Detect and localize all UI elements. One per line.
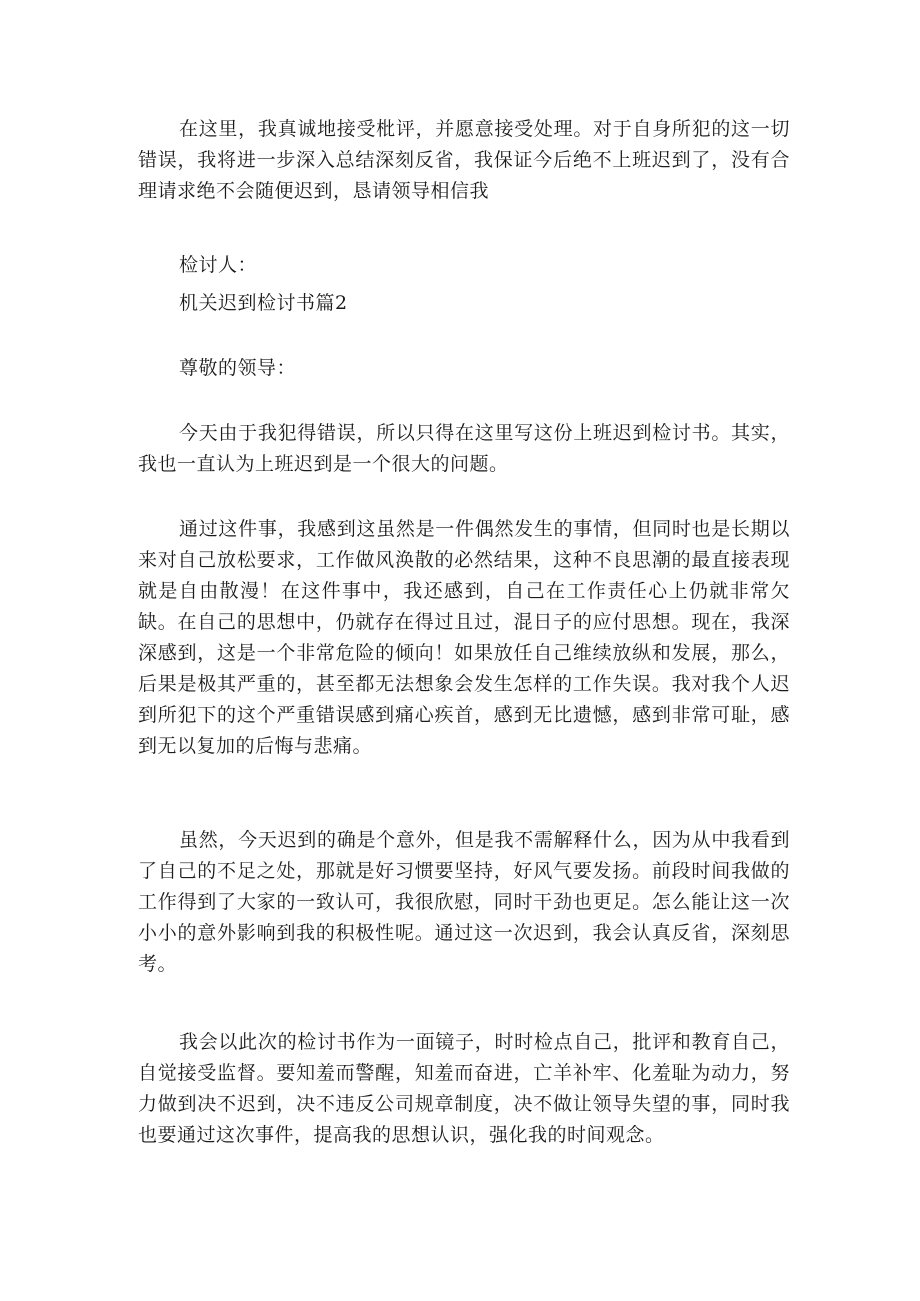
body-paragraph-4: 我会以此次的检讨书作为一面镜子，时时检点自己，批评和教育自己，自觉接受监督。要知羞而警醒，知羞而奋进，亡羊补牢、化羞耻为动力，努力做到决不迟到，决不违反公司规章制度，决不做让领导失望的事，同时我也要通过这次事件，提高我的思想认识，强化我的时间观念。 <box>138 1031 790 1146</box>
section-title: 机关迟到检讨书篇2 <box>179 292 348 314</box>
salutation: 尊敬的领导： <box>179 357 297 379</box>
body-paragraph-3: 虽然，今天迟到的确是个意外，但是我不需解释什么，因为从中我看到了自己的不足之处，那就是好习惯要坚持，好风气要发扬。前段时间我做的工作得到了大家的一致认可，我很欣慰，同时干劲也更足。怎么能让这一次小小的意外影响到我的积极性呢。通过这一次迟到，我会认真反省，深刻思考。 <box>138 829 790 975</box>
closing-paragraph: 在这里，我真诚地接受枇评，并愿意接受处理。对于自身所犯的这一切错误，我将进一步深入总结深刻反省，我保证今后绝不上班迟到了，没有合理请求绝不会随便迟到，恳请领导相信我 <box>138 118 790 202</box>
body-paragraph-2: 通过这件事，我感到这虽然是一件偶然发生的事情，但同时也是长期以来对自己放松要求，工作做风涣散的必然结果，这种不良思潮的最直接表现就是自由散漫！在这件事中，我还感到，自己在工作责任心上仍就非常欠缺。在自己的思想中，仍就存在得过且过，混日子的应付思想。现在，我深深感到，这是一个非常危险的倾向！如果放任自己维续放纵和发展，那么，后果是极其严重的，甚至都无法想象会发生怎样的工作失误。我对我个人迟到所犯下的这个严重错误感到痛心疾首，感到无比遗憾，感到非常可耻，感到无以复加的后悔与悲痛。 <box>138 518 790 757</box>
body-paragraph-1: 今天由于我犯得错误，所以只得在这里写这份上班迟到检讨书。其实，我也一直认为上班迟到是一个很大的问题。 <box>138 422 790 475</box>
signer-label: 检讨人： <box>179 254 258 276</box>
